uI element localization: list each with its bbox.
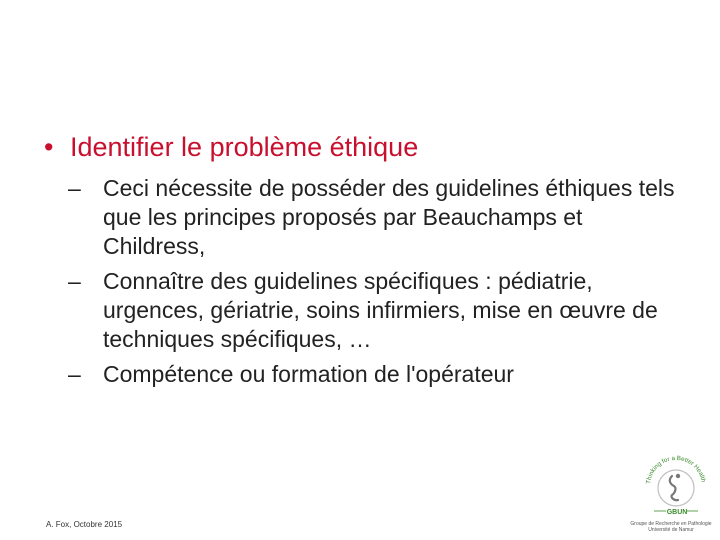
dash-symbol: – [68, 268, 81, 294]
logo-caption-line2: Université de Namur [648, 527, 694, 533]
sub-bullet-item [68, 360, 688, 389]
sub-bullet-text: Compétence ou formation de l'opérateur [103, 361, 514, 387]
logo-name: GBUN [666, 509, 688, 516]
footer-author-date: A. Fox, Octobre 2015 [46, 520, 123, 529]
logo-caption-line1: Groupe de Recherche en Pathologie [630, 521, 712, 527]
sub-bullet-item [68, 174, 688, 261]
logo-arc-text: Thinking for a Better Health [645, 454, 707, 485]
gbun-logo [640, 448, 712, 528]
sub-bullet-item [68, 267, 688, 354]
sub-bullet-text: Ceci nécessite de posséder des guidelines éthiques tels que les principes proposés par Beauchamps et Childress, [103, 175, 675, 259]
logo-caption [626, 521, 716, 533]
sub-bullet-text: Connaître des guidelines spécifiques : pédiatrie, urgences, gériatrie, soins infirmiers, mise en œuvre de techniques spécifiques, … [103, 268, 658, 352]
bullet-symbol: • [44, 132, 54, 162]
figure-head-icon [676, 474, 680, 478]
main-bullet-text: Identifier le problème éthique [70, 132, 419, 162]
sub-bullet-list [68, 174, 688, 395]
dash-symbol: – [68, 175, 81, 201]
dash-symbol: – [68, 361, 81, 387]
main-bullet [44, 132, 418, 163]
